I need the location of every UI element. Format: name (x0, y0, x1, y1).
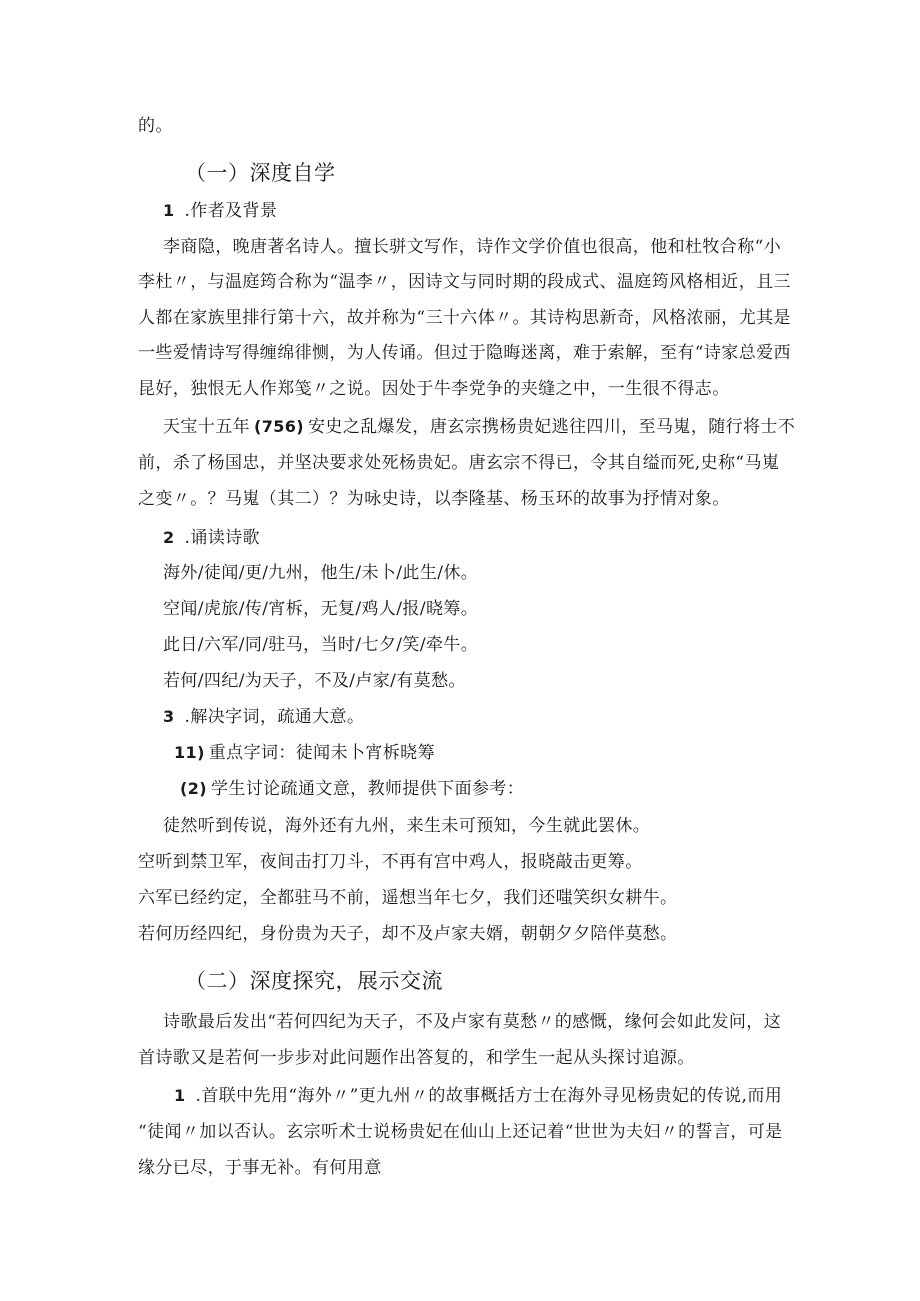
item-number: 2 (163, 528, 175, 547)
paragraph-line: “徒闻〃加以否认。玄宗听术士说杨贵妃在仙山上还记着“世世为夫妇〃的誓言，可是 (138, 1122, 783, 1142)
paragraph-line: 李杜〃，与温庭筠合称为“温李〃，因诗文与同时期的段成式、温庭筠风格相近，且三 (138, 272, 791, 292)
text-line: 的。 (138, 116, 173, 136)
text-run: .首联中先用“海外〃”更九州〃的故事概括方士在海外寻见杨贵妃的传说,而用 (195, 1086, 783, 1106)
paragraph-line: 之变〃。？马嵬（其二）？为咏史诗，以李隆基、杨玉环的故事为抒情对象。 (138, 489, 730, 509)
item-number: 1 (163, 201, 175, 220)
paragraph-line: 昆好，独恨无人作郑笺〃之说。因处于牛李党争的夹缝之中，一生很不得志。 (138, 379, 730, 399)
item-title: .诵读诗歌 (184, 528, 260, 548)
item-number: 3 (163, 707, 175, 726)
paragraph-line: 首诗歌又是若何一步步对此问题作出答复的，和学生一起从头探讨追源。 (138, 1048, 695, 1068)
subsection-title-2 (163, 527, 260, 549)
sub-item-number: (2) (180, 779, 207, 798)
poem-line: 海外/徒闻/更/九州，他生/未卜/此生/休。 (163, 563, 479, 583)
text-run: 天宝十五年 (163, 417, 250, 437)
text-run: 安史之乱爆发，唐玄宗携杨贵妃逃往四川，至马嵬，随行将士不 (308, 417, 796, 437)
sub-item-1 (174, 742, 435, 764)
item-number: 1 (174, 1086, 186, 1105)
section-heading-1: （一）深度自学 (185, 161, 336, 185)
sub-item-text: 重点字词：徒闻未卜宵柝晓筹 (208, 743, 435, 763)
translation-line: 六军已经约定，全都驻马不前，遥想当年七夕，我们还嗤笑织女耕牛。 (138, 888, 678, 908)
sub-item-number: 11) (174, 743, 205, 762)
translation-line: 空听到禁卫军，夜间击打刀斗，不再有宫中鸡人，报晓敲击更筹。 (138, 852, 643, 872)
subsection-title-1 (163, 200, 277, 222)
translation-line: 徒然听到传说，海外还有九州，来生未可预知，今生就此罢休。 (163, 816, 651, 836)
poem-line: 空闻/虎旅/传/宵柝，无复/鸡人/报/晓筹。 (163, 599, 479, 619)
paragraph-line (163, 416, 795, 438)
item-title: .作者及背景 (184, 201, 278, 221)
paragraph-line: 李商隐，晚唐著名诗人。擅长骈文写作，诗作文学价值也很高，他和杜牧合称“小 (163, 237, 782, 257)
section-heading-2: （二）深度探究，展示交流 (185, 969, 443, 993)
subsection-title-3 (163, 706, 364, 728)
item-title: .解决字词，疏通大意。 (184, 707, 365, 727)
paragraph-line (174, 1085, 782, 1107)
paragraph-line: 诗歌最后发出“若何四纪为天子，不及卢家有莫愁〃的感慨，缘何会如此发问，这 (163, 1012, 782, 1032)
poem-line: 此日/六军/同/驻马，当时/七夕/笑/牵牛。 (163, 635, 479, 655)
poem-line: 若何/四纪/为天子，不及/卢家/有莫愁。 (163, 671, 466, 691)
paragraph-line: 前，杀了杨国忠，并坚决要求处死杨贵妃。唐玄宗不得已，令其自缢而死,史称“马嵬 (138, 453, 780, 473)
translation-line: 若何历经四纪，身份贵为天子，却不及卢家夫婿，朝朝夕夕陪伴莫愁。 (138, 924, 678, 944)
paragraph-line: 缘分已尽，于事无补。有何用意 (138, 1158, 382, 1178)
year-number: (756) (254, 417, 305, 436)
sub-item-2 (180, 778, 524, 800)
sub-item-text: 学生讨论疏通文意，教师提供下面参考： (210, 779, 525, 799)
paragraph-line: 一些爱情诗写得缠绵徘恻，为人传诵。但过于隐晦迷离，难于索解，至有“诗家总爱西 (138, 343, 791, 363)
paragraph-line: 人都在家族里排行第十六，故并称为“三十六体〃。其诗构思新奇，风格浓丽，尤其是 (138, 308, 791, 328)
